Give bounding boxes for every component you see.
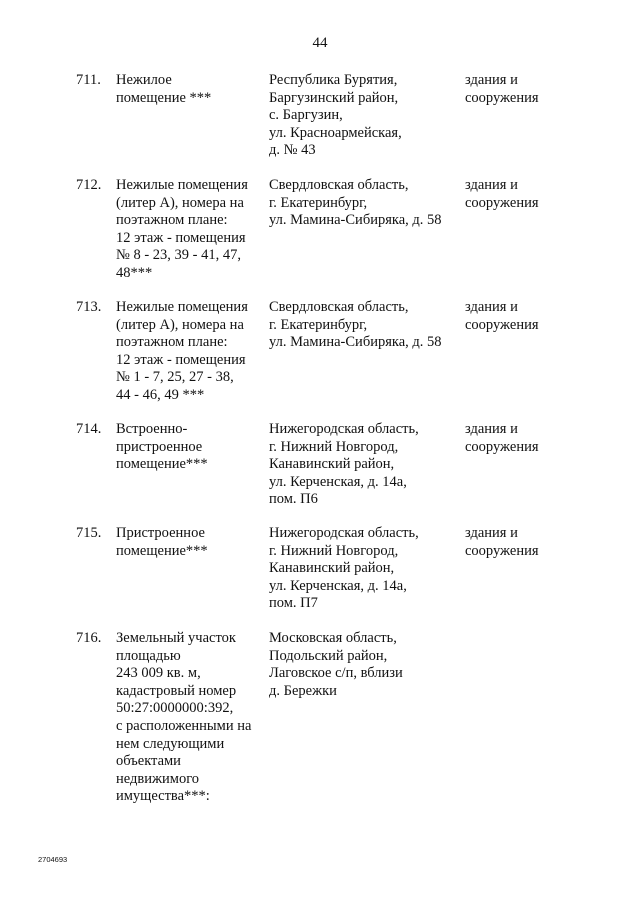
text-line: Земельный участок	[116, 630, 236, 646]
text-line: сооружения	[465, 542, 539, 559]
text-line: помещение***	[116, 456, 208, 473]
text-line: д. Бережки	[269, 682, 337, 699]
text-line: объектами	[116, 753, 181, 770]
text-line: пом. П6	[269, 491, 318, 508]
row-number: 712.	[76, 177, 102, 193]
document-code: 2704693	[38, 855, 68, 864]
row-number: 716.	[76, 630, 102, 646]
property-name	[116, 630, 266, 806]
text-line: поэтажном плане:	[116, 334, 228, 351]
text-line: ул. Мамина-Сибиряка, д. 58	[269, 334, 442, 351]
text-line: Пристроенное	[116, 525, 205, 541]
text-line: имущества***:	[116, 788, 210, 805]
text-line: поэтажном плане:	[116, 212, 228, 229]
property-address	[269, 525, 459, 613]
text-line: пом. П7	[269, 595, 318, 612]
text-line: 44 - 46, 49 ***	[116, 386, 205, 403]
property-name	[116, 177, 266, 283]
row-number: 714.	[76, 421, 102, 437]
text-line: 12 этаж - помещения	[116, 351, 246, 368]
text-line: Встроенно-	[116, 421, 188, 437]
text-line: д. № 43	[269, 142, 316, 159]
property-name	[116, 421, 266, 474]
text-line: г. Нижний Новгород,	[269, 542, 399, 559]
text-line: Московская область,	[269, 630, 397, 646]
text-line: пристроенное	[116, 438, 203, 455]
text-line: сооружения	[465, 89, 539, 106]
property-address	[269, 177, 459, 230]
property-address	[269, 299, 459, 352]
text-line: Канавинский район,	[269, 560, 395, 577]
text-line: (литер А), номера на	[116, 194, 244, 211]
text-line: здания и	[465, 299, 518, 315]
text-line: недвижимого	[116, 770, 200, 787]
text-line: Нижегородская область,	[269, 525, 419, 541]
text-line: Нижегородская область,	[269, 421, 419, 437]
property-name	[116, 525, 266, 560]
property-address	[269, 630, 459, 700]
text-line: ул. Керченская, д. 14а,	[269, 577, 407, 594]
text-line: помещение***	[116, 542, 208, 559]
property-type	[465, 299, 605, 334]
text-line: нем следующими	[116, 735, 225, 752]
property-name	[116, 299, 266, 405]
text-line: кадастровый номер	[116, 682, 237, 699]
row-number: 715.	[76, 525, 102, 541]
text-line: 12 этаж - помещения	[116, 229, 246, 246]
text-line: 243 009 кв. м,	[116, 665, 201, 682]
text-line: сооружения	[465, 316, 539, 333]
text-line: с. Баргузин,	[269, 107, 343, 124]
property-type	[465, 421, 605, 456]
text-line: Подольский район,	[269, 647, 388, 664]
text-line: сооружения	[465, 194, 539, 211]
text-line: здания и	[465, 177, 518, 193]
text-line: здания и	[465, 525, 518, 541]
property-address	[269, 421, 459, 509]
text-line: Нежилое	[116, 72, 172, 88]
text-line: 50:27:0000000:392,	[116, 700, 234, 717]
text-line: Свердловская область,	[269, 299, 409, 315]
text-line: помещение ***	[116, 89, 212, 106]
text-line: ул. Красноармейская,	[269, 124, 402, 141]
text-line: здания и	[465, 72, 518, 88]
text-line: № 1 - 7, 25, 27 - 38,	[116, 369, 234, 386]
text-line: № 8 - 23, 39 - 41, 47,	[116, 247, 241, 264]
row-number: 713.	[76, 299, 102, 315]
property-type	[465, 177, 605, 212]
text-line: г. Екатеринбург,	[269, 194, 368, 211]
text-line: Канавинский район,	[269, 456, 395, 473]
property-name	[116, 72, 266, 107]
text-line: г. Екатеринбург,	[269, 316, 368, 333]
text-line: г. Нижний Новгород,	[269, 438, 399, 455]
text-line: ул. Керченская, д. 14а,	[269, 473, 407, 490]
text-line: площадью	[116, 647, 181, 664]
text-line: 48***	[116, 264, 153, 281]
property-type	[465, 525, 605, 560]
page-number: 44	[312, 35, 328, 51]
text-line: с расположенными на	[116, 717, 252, 734]
row-number: 711.	[76, 72, 101, 88]
text-line: Лаговское с/п, вблизи	[269, 665, 403, 682]
property-type	[465, 72, 605, 107]
text-line: (литер А), номера на	[116, 316, 244, 333]
text-line: Баргузинский район,	[269, 89, 399, 106]
text-line: здания и	[465, 421, 518, 437]
text-line: Нежилые помещения	[116, 177, 248, 193]
text-line: сооружения	[465, 438, 539, 455]
text-line: ул. Мамина-Сибиряка, д. 58	[269, 212, 442, 229]
text-line: Свердловская область,	[269, 177, 409, 193]
text-line: Республика Бурятия,	[269, 72, 398, 88]
property-address	[269, 72, 459, 160]
text-line: Нежилые помещения	[116, 299, 248, 315]
